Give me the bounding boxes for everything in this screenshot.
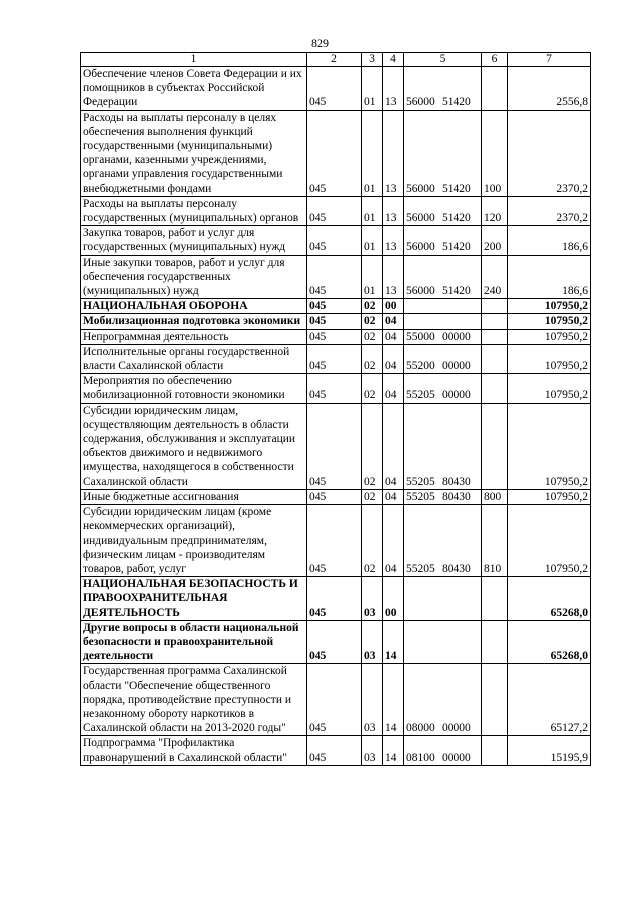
row-vr — [482, 374, 508, 403]
table-row — [81, 314, 591, 329]
row-csr-direction: 51420 — [442, 182, 471, 195]
table-row — [81, 255, 591, 299]
row-grbs: 045 — [307, 255, 362, 299]
row-amount: 65268,0 — [508, 620, 591, 664]
row-name: Субсидии юридическим лицам, осуществляющим деятельность в области содержания, обслуживания и эксплуатации объектов движимого и недвижимого имущества, находящегося в собственности Сахалинской области — [81, 403, 307, 489]
row-name: Расходы на выплаты персоналу в целях обеспечения выполнения функций государственными (муниципальными) органами, казенными учреждениями, органами управления государственными внебюджетными фондами — [81, 110, 307, 196]
row-name: Мобилизационная подготовка экономики — [81, 314, 307, 329]
row-csr-direction: 51420 — [442, 96, 471, 109]
row-amount: 107950,2 — [508, 344, 591, 373]
row-vr — [482, 620, 508, 664]
row-rz: 02 — [362, 374, 383, 403]
row-amount: 107950,2 — [508, 505, 591, 577]
row-pr: 04 — [383, 374, 404, 403]
row-pr: 04 — [383, 314, 404, 329]
row-csr — [404, 736, 482, 765]
row-rz: 01 — [362, 196, 383, 225]
row-grbs: 045 — [307, 110, 362, 196]
row-grbs: 045 — [307, 196, 362, 225]
row-name: Государственная программа Сахалинской области "Обеспечение общественного порядка, противодействие преступности и незаконному обороту наркотиков в Сахалинской области на 2013-2020 годы" — [81, 664, 307, 736]
row-grbs: 045 — [307, 577, 362, 621]
row-name: Обеспечение членов Совета Федерации и их помощников в субъектах Российской Федерации — [81, 67, 307, 111]
row-csr — [404, 110, 482, 196]
table-row — [81, 403, 591, 489]
row-amount: 2370,2 — [508, 196, 591, 225]
row-grbs: 045 — [307, 505, 362, 577]
row-csr — [404, 344, 482, 373]
row-name: Подпрограмма "Профилактика правонарушений в Сахалинской области" — [81, 736, 307, 765]
row-amount: 107950,2 — [508, 314, 591, 329]
table-row — [81, 196, 591, 225]
row-grbs: 045 — [307, 620, 362, 664]
row-csr — [404, 67, 482, 111]
row-grbs: 045 — [307, 226, 362, 255]
row-csr-direction: 00000 — [442, 330, 471, 343]
page-number: 829 — [311, 36, 329, 50]
row-amount: 15195,9 — [508, 736, 591, 765]
row-csr — [404, 374, 482, 403]
row-csr — [404, 314, 482, 329]
row-csr — [404, 489, 482, 504]
row-pr: 04 — [383, 344, 404, 373]
row-vr — [482, 664, 508, 736]
header-col-1: 1 — [81, 53, 307, 67]
row-name: Закупка товаров, работ и услуг для государственных (муниципальных) нужд — [81, 226, 307, 255]
row-csr-program: 55205 — [406, 490, 435, 503]
table-row — [81, 736, 591, 765]
row-rz: 01 — [362, 255, 383, 299]
row-vr — [482, 577, 508, 621]
row-csr-direction: 51420 — [442, 285, 471, 298]
table-row — [81, 299, 591, 314]
row-csr — [404, 329, 482, 344]
row-amount: 186,6 — [508, 255, 591, 299]
row-csr-program: 56000 — [406, 182, 435, 195]
header-col-2: 2 — [307, 53, 362, 67]
row-csr-direction: 51420 — [442, 241, 471, 254]
row-rz: 02 — [362, 344, 383, 373]
row-csr-direction: 80430 — [442, 562, 471, 575]
row-rz: 03 — [362, 620, 383, 664]
row-csr-program: 55205 — [406, 389, 435, 402]
row-name: Иные закупки товаров, работ и услуг для обеспечения государственных (муниципальных) нужд — [81, 255, 307, 299]
header-col-4: 4 — [383, 53, 404, 67]
table-row — [81, 577, 591, 621]
row-vr — [482, 736, 508, 765]
row-csr — [404, 577, 482, 621]
row-vr — [482, 299, 508, 314]
row-csr-direction: 00000 — [442, 360, 471, 373]
table-row — [81, 505, 591, 577]
table-row — [81, 344, 591, 373]
table-row — [81, 226, 591, 255]
header-col-7: 7 — [508, 53, 591, 67]
row-rz: 01 — [362, 110, 383, 196]
row-pr: 13 — [383, 110, 404, 196]
row-pr: 13 — [383, 196, 404, 225]
row-csr — [404, 664, 482, 736]
row-csr — [404, 255, 482, 299]
row-amount: 107950,2 — [508, 299, 591, 314]
row-amount: 65127,2 — [508, 664, 591, 736]
table-row — [81, 374, 591, 403]
row-name: Субсидии юридическим лицам (кроме некоммерческих организаций), индивидуальным предпринимателям, физическим лицам - производителям товаров, работ, услуг — [81, 505, 307, 577]
row-rz: 02 — [362, 299, 383, 314]
row-vr: 200 — [482, 226, 508, 255]
row-csr — [404, 226, 482, 255]
row-rz: 03 — [362, 664, 383, 736]
header-col-3: 3 — [362, 53, 383, 67]
row-pr: 14 — [383, 664, 404, 736]
row-grbs: 045 — [307, 329, 362, 344]
row-csr — [404, 196, 482, 225]
table-row — [81, 664, 591, 736]
row-vr — [482, 344, 508, 373]
row-csr-direction: 00000 — [442, 751, 471, 764]
row-amount: 2370,2 — [508, 110, 591, 196]
row-name: Непрограммная деятельность — [81, 329, 307, 344]
table-row — [81, 110, 591, 196]
row-rz: 02 — [362, 314, 383, 329]
row-csr-program: 55205 — [406, 475, 435, 488]
row-csr — [404, 299, 482, 314]
row-rz: 02 — [362, 403, 383, 489]
row-vr: 120 — [482, 196, 508, 225]
row-csr — [404, 403, 482, 489]
row-pr: 13 — [383, 255, 404, 299]
row-rz: 03 — [362, 736, 383, 765]
table-row — [81, 329, 591, 344]
row-vr — [482, 314, 508, 329]
row-pr: 13 — [383, 226, 404, 255]
row-csr-direction: 00000 — [442, 722, 471, 735]
row-csr — [404, 505, 482, 577]
row-vr: 240 — [482, 255, 508, 299]
row-name: Расходы на выплаты персоналу государственных (муниципальных) органов — [81, 196, 307, 225]
row-csr-program: 08000 — [406, 722, 435, 735]
row-grbs: 045 — [307, 489, 362, 504]
header-col-6: 6 — [482, 53, 508, 67]
row-rz: 02 — [362, 489, 383, 504]
row-grbs: 045 — [307, 403, 362, 489]
row-csr-direction: 80430 — [442, 490, 471, 503]
row-name: НАЦИОНАЛЬНАЯ ОБОРОНА — [81, 299, 307, 314]
row-name: Мероприятия по обеспечению мобилизационной готовности экономики — [81, 374, 307, 403]
row-pr: 04 — [383, 403, 404, 489]
row-grbs: 045 — [307, 736, 362, 765]
row-csr-program: 56000 — [406, 212, 435, 225]
row-pr: 00 — [383, 577, 404, 621]
row-name: НАЦИОНАЛЬНАЯ БЕЗОПАСНОСТЬ И ПРАВООХРАНИТЕЛЬНАЯ ДЕЯТЕЛЬНОСТЬ — [81, 577, 307, 621]
row-grbs: 045 — [307, 664, 362, 736]
row-amount: 2556,8 — [508, 67, 591, 111]
row-grbs: 045 — [307, 299, 362, 314]
row-rz: 02 — [362, 329, 383, 344]
row-vr: 100 — [482, 110, 508, 196]
row-rz: 01 — [362, 67, 383, 111]
table-row — [81, 67, 591, 111]
row-amount: 65268,0 — [508, 577, 591, 621]
row-grbs: 045 — [307, 374, 362, 403]
row-pr: 13 — [383, 67, 404, 111]
row-name: Иные бюджетные ассигнования — [81, 489, 307, 504]
row-pr: 04 — [383, 505, 404, 577]
row-grbs: 045 — [307, 67, 362, 111]
row-amount: 107950,2 — [508, 403, 591, 489]
row-csr-direction: 51420 — [442, 212, 471, 225]
row-pr: 14 — [383, 736, 404, 765]
row-pr: 04 — [383, 329, 404, 344]
row-csr-program: 56000 — [406, 285, 435, 298]
row-csr-program: 55205 — [406, 562, 435, 575]
row-vr: 800 — [482, 489, 508, 504]
row-name: Другие вопросы в области национальной безопасности и правоохранительной деятельности — [81, 620, 307, 664]
row-csr-direction: 00000 — [442, 389, 471, 402]
row-csr — [404, 620, 482, 664]
row-csr-direction: 80430 — [442, 475, 471, 488]
header-col-5: 5 — [404, 53, 482, 67]
row-rz: 02 — [362, 505, 383, 577]
row-csr-program: 08100 — [406, 751, 435, 764]
row-csr-program: 55200 — [406, 360, 435, 373]
row-csr-program: 56000 — [406, 96, 435, 109]
row-vr — [482, 403, 508, 489]
row-amount: 186,6 — [508, 226, 591, 255]
row-name: Исполнительные органы государственной власти Сахалинской области — [81, 344, 307, 373]
row-amount: 107950,2 — [508, 489, 591, 504]
row-vr — [482, 329, 508, 344]
row-csr-program: 55000 — [406, 330, 435, 343]
row-rz: 03 — [362, 577, 383, 621]
row-pr: 14 — [383, 620, 404, 664]
row-grbs: 045 — [307, 314, 362, 329]
row-amount: 107950,2 — [508, 374, 591, 403]
budget-table — [80, 52, 591, 766]
row-vr: 810 — [482, 505, 508, 577]
row-pr: 04 — [383, 489, 404, 504]
row-vr — [482, 67, 508, 111]
header-row — [81, 53, 591, 67]
row-amount: 107950,2 — [508, 329, 591, 344]
table-row — [81, 489, 591, 504]
row-rz: 01 — [362, 226, 383, 255]
row-pr: 00 — [383, 299, 404, 314]
row-csr-program: 56000 — [406, 241, 435, 254]
row-grbs: 045 — [307, 344, 362, 373]
table-row — [81, 620, 591, 664]
